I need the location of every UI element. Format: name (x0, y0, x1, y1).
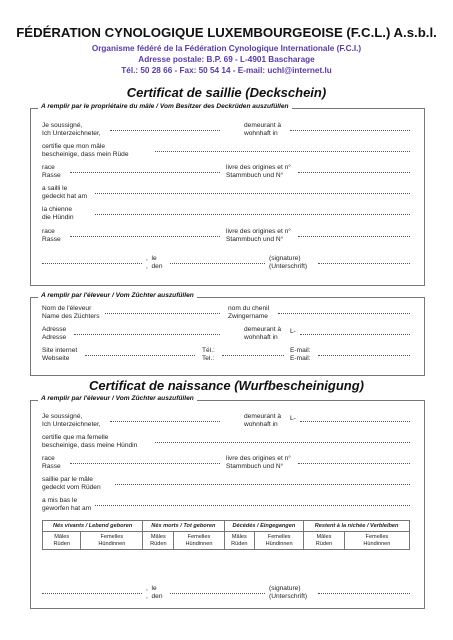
remaining-males-cell[interactable]: Mâles Rüden (304, 532, 345, 550)
tel-field[interactable] (222, 355, 284, 356)
n-certifie-label: certifie que ma femelle bescheinige, dass meine Hündin (42, 434, 138, 450)
saillie-date-field[interactable] (170, 263, 265, 264)
saillie-date-label: , le , den (146, 255, 163, 271)
federation-title: FÉDÉRATION CYNOLOGIQUE LUXEMBOURGEOISE (F.C.L.) A.s.b.l. (16, 25, 437, 40)
soussigne-label: Je soussigné, Ich Unterzeichneter, (42, 122, 101, 138)
naissance-title: Certificat de naissance (Wurfbescheinigung) (89, 378, 364, 393)
soussigne-field[interactable] (110, 130, 220, 131)
n-mis-bas-label: a mis bas le geworfen hat am (42, 497, 92, 513)
saillie-box-label: A remplir par le propriétaire du mâle / Vom Besitzer des Deckrüden auszufüllen (38, 103, 292, 110)
saillie-place-field[interactable] (42, 263, 142, 264)
eleveur-demeurant-field[interactable] (300, 334, 410, 335)
naissance-signature-label: (signature) (Unterschrift) (269, 585, 308, 601)
header-born-alive: Nés vivants / Lebend geboren (43, 521, 143, 532)
stillborn-females-cell[interactable]: Femelles Hündinnen (174, 532, 224, 550)
certifie-male-label: certifie que mon mâle bescheinige, dass mein Rüde (42, 143, 129, 159)
stillborn-males-cell[interactable]: Mâles Rüden (143, 532, 174, 550)
eleveur-demeurant-label: demeurant à wohnhaft in (244, 326, 282, 342)
born-alive-females-cell[interactable]: Femelles Hündinnen (81, 532, 143, 550)
naissance-date-field[interactable] (170, 593, 265, 594)
born-alive-males-cell[interactable]: Mâles Rüden (43, 532, 81, 550)
n-mis-bas-field[interactable] (95, 505, 410, 506)
deceased-males-cell[interactable]: Mâles Rüden (224, 532, 255, 550)
header-deceased: Décédés / Eingegangen (224, 521, 304, 532)
naissance-signature-field[interactable] (318, 593, 410, 594)
naissance-box-label: A remplir par l'éleveur / Vom Züchter auszufüllen (38, 395, 197, 402)
n-livre-label: livre des origines et n° Stammbuch und N° (226, 455, 291, 471)
site-label: Site internet Webseite (42, 347, 78, 363)
saillie-signature-label: (signature) (Unterschrift) (269, 255, 308, 271)
demeurant-label: demeurant à wohnhaft in (244, 122, 282, 138)
litter-table (42, 520, 410, 550)
sailli-field[interactable] (95, 193, 410, 194)
n-soussigne-field[interactable] (110, 421, 220, 422)
sailli-label: a sailli le gedeckt hat am (42, 185, 88, 201)
n-race-label: race Rasse (42, 455, 61, 471)
federation-contact-line: Tél.: 50 28 66 - Fax: 50 54 14 - E-mail: uchl@internet.lu (121, 66, 332, 75)
livre-chienne-label: livre des origines et n° Stammbuch und N° (226, 228, 291, 244)
federation-org-line: Organisme fédéré de la Fédération Cynologique Internationale (F.C.I.) (91, 44, 362, 53)
chenil-label: nom du chenil Zwingername (228, 305, 270, 321)
n-demeurant-label: demeurant à wohnhaft in (244, 413, 282, 429)
livre-male-label: livre des origines et n° Stammbuch und N° (226, 164, 291, 180)
n-certifie-field[interactable] (155, 442, 410, 443)
n-livre-field[interactable] (298, 463, 410, 464)
race-chienne-field[interactable] (70, 236, 220, 237)
chenil-field[interactable] (278, 313, 410, 314)
chienne-field[interactable] (95, 214, 410, 215)
eleveur-box-label: A remplir par l'éleveur / Vom Züchter auszufüllen (38, 292, 197, 299)
livre-chienne-field[interactable] (298, 236, 410, 237)
livre-male-field[interactable] (298, 172, 410, 173)
nom-eleveur-label: Nom de l'éleveur Name des Züchters (42, 305, 100, 321)
email-field[interactable] (318, 355, 410, 356)
certifie-male-field[interactable] (155, 151, 410, 152)
deceased-females-cell[interactable]: Femelles Hündinnen (255, 532, 304, 550)
header-remaining: Restent à la nichée / Verbleiben (304, 521, 410, 532)
eleveur-postcode-prefix: L- (290, 328, 296, 335)
eleveur-adresse-field[interactable] (74, 334, 220, 335)
n-demeurant-field[interactable] (300, 421, 410, 422)
saillie-signature-field[interactable] (318, 263, 410, 264)
n-saillie-male-label: saillie par le mâle gedeckt vom Rüden (42, 476, 101, 492)
race-male-label: race Rasse (42, 164, 61, 180)
demeurant-field[interactable] (290, 130, 410, 131)
chienne-label: la chienne die Hündin (42, 206, 74, 222)
naissance-date-label: , le , den (146, 585, 163, 601)
remaining-females-cell[interactable]: Femelles Hündinnen (344, 532, 409, 550)
n-saillie-male-field[interactable] (115, 484, 410, 485)
nom-eleveur-field[interactable] (105, 313, 220, 314)
n-postcode-prefix: L- (290, 415, 296, 422)
naissance-place-field[interactable] (42, 593, 142, 594)
site-field[interactable] (85, 355, 195, 356)
email-label: E-mail: E-mail: (290, 347, 311, 363)
race-chienne-label: race Rasse (42, 228, 61, 244)
eleveur-adresse-label: Adresse Adresse (42, 326, 67, 342)
n-race-field[interactable] (70, 463, 220, 464)
tel-label: Tél.: Tel.: (202, 347, 215, 363)
federation-address-line: Adresse postale: B.P. 69 - L-4901 Bascharage (138, 55, 315, 64)
race-male-field[interactable] (70, 172, 220, 173)
n-soussigne-label: Je soussigné, Ich Unterzeichneter, (42, 413, 101, 429)
header-stillborn: Nés morts / Tot geboren (143, 521, 224, 532)
saillie-title: Certificat de saillie (Deckschein) (126, 85, 327, 100)
